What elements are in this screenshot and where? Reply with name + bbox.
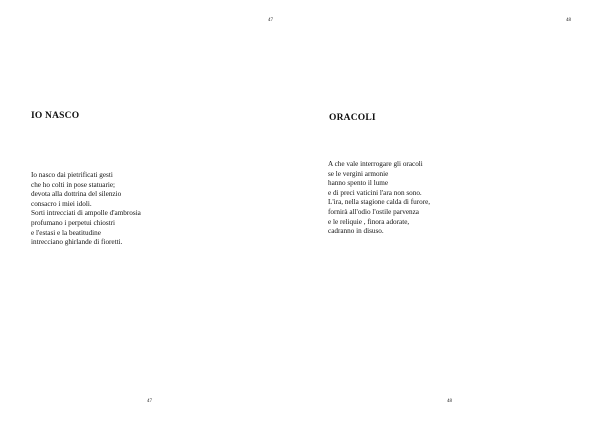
poem-line: consacro i miei idoli. bbox=[31, 199, 92, 208]
right-footer-page-number: 48 bbox=[447, 399, 452, 404]
left-poem-body bbox=[31, 171, 141, 248]
poem-line: se le vergini armonie bbox=[328, 169, 389, 178]
poem-line: Io nasco dai pietrificati gesti bbox=[31, 171, 113, 179]
poem-line: hanno spento il lume bbox=[328, 179, 389, 188]
poem-line: fornirà all'odio l'ostile parvenza bbox=[328, 207, 420, 216]
poem-line: e l'estasi e la beatitudine bbox=[31, 228, 101, 237]
poem-line: Sorti intrecciati di ampolle d'ambrosia bbox=[31, 209, 141, 218]
left-poem-title: IO NASCO bbox=[31, 111, 80, 121]
poem-line: che ho colti in pose statuarie; bbox=[31, 180, 116, 189]
left-header-page-number: 47 bbox=[268, 18, 273, 23]
right-header-page-number: 48 bbox=[566, 18, 571, 23]
poem-line: devota alla dottrina del silenzio bbox=[31, 190, 122, 199]
left-footer-page-number: 47 bbox=[147, 399, 152, 404]
poem-line: intrecciano ghirlande di fioretti. bbox=[31, 238, 123, 247]
poem-line: A che vale interrogare gli oracoli bbox=[328, 160, 423, 168]
poem-line: cadranno in disuso. bbox=[328, 227, 384, 236]
poem-line: profumano i perpetui chiostri bbox=[31, 218, 116, 227]
poem-line: e le reliquie , finora adorate, bbox=[328, 217, 410, 226]
poem-line: e di preci vaticini l'ara non sono. bbox=[328, 188, 422, 197]
right-poem-title: ORACOLI bbox=[329, 113, 376, 123]
right-page bbox=[300, 0, 600, 424]
right-poem-body bbox=[328, 160, 430, 237]
poem-line: L'ira, nella stagione calda di furore, bbox=[328, 198, 431, 207]
